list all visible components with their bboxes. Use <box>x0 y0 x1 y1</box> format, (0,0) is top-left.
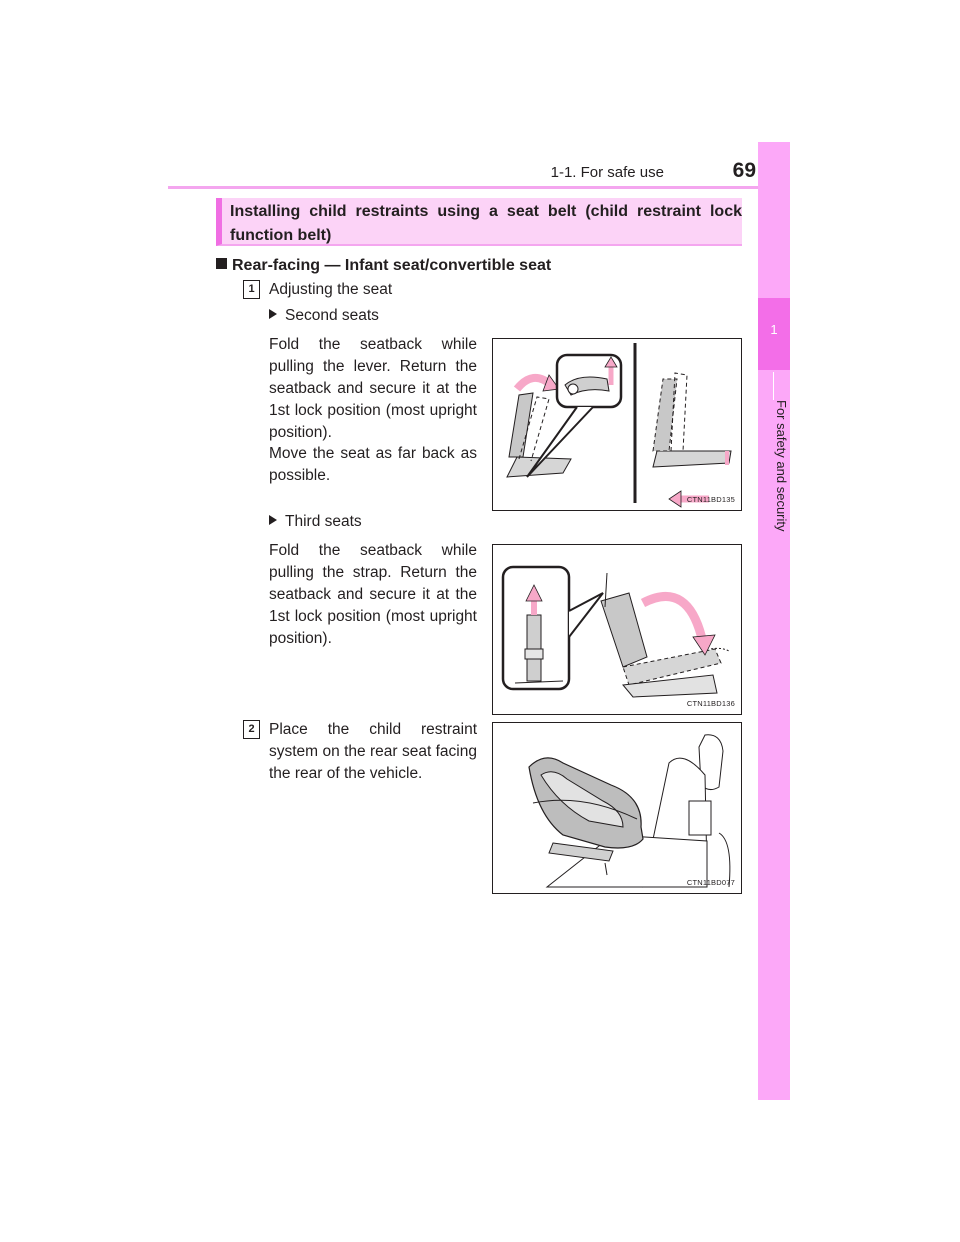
bullet-third-seats <box>269 511 362 533</box>
triangle-bullet-icon <box>269 309 277 319</box>
step-2-text: Place the child restraint system on the rear seat facing the rear of the vehicle. <box>269 721 477 782</box>
child-restraint-illustration <box>493 723 743 895</box>
bullet-label: Second seats <box>285 307 379 324</box>
figure-code: CTN11BD077 <box>686 878 735 887</box>
side-tab-number: 1 <box>770 322 778 337</box>
figure-code: CTN11BD136 <box>686 699 735 708</box>
bullet-label: Third seats <box>285 513 362 530</box>
page-number: 69 <box>732 159 756 182</box>
figure-code: CTN11BD135 <box>686 495 735 504</box>
figure-second-seat-adjust <box>492 338 742 511</box>
subheading <box>216 257 551 275</box>
square-bullet-icon <box>216 258 227 269</box>
step-1-title: Adjusting the seat <box>269 281 393 298</box>
step-badge-2: 2 <box>243 720 260 739</box>
triangle-bullet-icon <box>269 515 277 525</box>
section-title: Installing child restraints using a seat belt (child restraint lock function belt) <box>230 203 742 244</box>
subheading-text: Rear-facing — Infant seat/convertible seat <box>232 257 552 274</box>
second-seats-paragraph-1: Fold the seatback while pulling the lever. Return the seatback and secure it at the 1st lock position (most upright position). <box>269 336 477 441</box>
side-tab-label: For safety and security <box>774 400 789 532</box>
second-seats-paragraph-2: Move the seat as far back as possible. <box>269 445 477 484</box>
running-header-section: 1-1. For safe use <box>550 164 664 181</box>
bullet-second-seats <box>269 305 379 327</box>
section-heading-box <box>216 198 742 246</box>
figure-third-seat-adjust <box>492 544 742 715</box>
side-tab-divider <box>773 372 774 400</box>
third-seats-paragraph: Fold the seatback while pulling the strap. Return the seatback and secure it at the 1st lock position (most upright position). <box>269 542 477 647</box>
side-tab <box>758 142 790 1100</box>
figure-child-restraint-placement <box>492 722 742 894</box>
step-badge-1: 1 <box>243 280 260 299</box>
second-seat-illustration <box>493 339 743 512</box>
third-seat-illustration <box>493 545 743 716</box>
header-rule <box>168 186 790 189</box>
